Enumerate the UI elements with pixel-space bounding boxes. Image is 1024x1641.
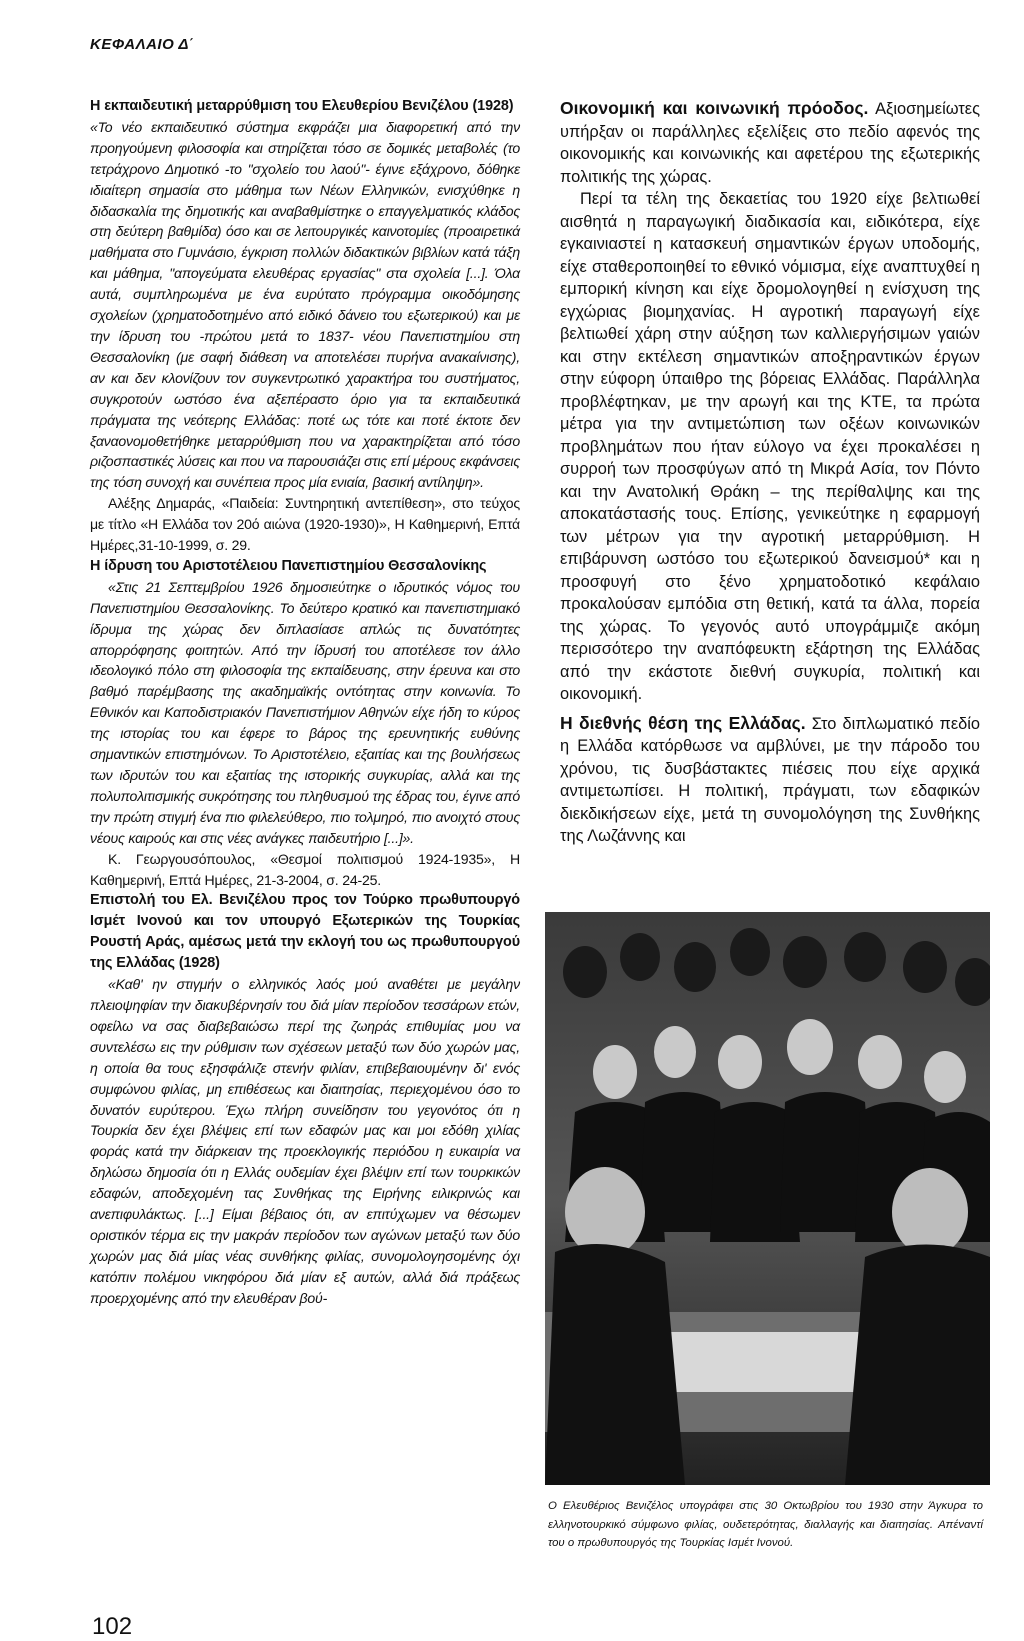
source-quote-georgousopoulos: «Στις 21 Σεπτεμβρίου 1926 δημοσιεύτηκε ο ιδρυτικός νόμος του Πανεπιστημίου Θεσσαλονίκης. Το δεύτερο κρατικό και πανεπιστημιακό ίδρυμα της χώρας δεν διπλασίασε απλώς τις δυνατότητες απορρόφησης φοιτητών. Από την ίδρυσή του αποτέλεσε τον άλλο ιδεολογικό πόλο στη φιλοσοφία της εκπαίδευσης, στην έρευνα και στο βαθμό παρέμβασης της ακαδημαϊκής οντότητας στην κοινωνία. Το Εθνικόν και Καποδιστριακόν Πανεπιστήμιον Αθηνών είχε ήδη το κύρος της ιστορίας του και έφερε το βάρος της ερευνητικής ευθύνης σημαντικών επιστημόνων. Το Αριστοτέλειο, εξαιτίας και της βουλήσεως των ιδρυτών του και εξαιτίας της ιστορικής συγκυρίας, αλλά και της πολυπολιτισμικής συκρότησης του πληθυσμού της έδρας του, έγινε από την πρώτη στιγμή ένα πιο φιλελεύθερο, πιο τολμηρό, πιο ανοιχτό στους νέους καιρούς και στις νέες ανάγκες παιδευτήριο [...]».	[90, 578, 520, 846]
source-heading-aristotle-university: Η ίδρυση του Αριστοτέλειου Πανεπιστημίου Θεσσαλονίκης	[90, 557, 487, 574]
sources-sidebar	[90, 96, 520, 1309]
paragraph-production: Περί τα τέλη της δεκαετίας του 1920 είχε βελτιωθεί αισθητά η παραγωγική διαδικασία και, ειδικότερα, είχε εγκαινιαστεί η κατασκευή σημαντικών έργων υποδομής, είχε σταθεροποιηθεί το εθνικό νόμισμα, είχε αναπτυχθεί η εμπορική κίνηση και είχε δρομολογηθεί η ενίσχυση της εγχώριας βιομηχανίας. Η αγροτική παραγωγή είχε βελτιωθεί χάρη στην αύξηση των καλλιεργήσιμων γαιών και στην εκτέλεση σημαντικών αποξηραντικών έργων στην εύφορη ύπαιθρο της βόρειας Ελλάδας. Παράλληλα προβλέφτηκαν, με την αρωγή και της ΚΤΕ, τα πρώτα μέτρα για την αντιμετώπιση των οξέων κοινωνικών προβλημάτων που ήταν εύλογο να έχει προκαλέσει η συρροή των προσφύγων από τη Μικρά Ασία, τον Πόντο και την Ανατολική Θράκη – της περίθαλψης και της αποκατάστασής τους. Επίσης, γενικεύτηκε η εφαρμογή των μέτρων για την αγροτική μεταρρύθμιση. Η επιβάρυνση ωστόσο του εξωτερικού δανεισμού* και η προσφυγή στο ξένο χρηματοδοτικό κεφάλαιο προκαλούσαν εμπόδια στη θετική, κατά τα άλλα, πορεία της χώρας. Το γεγονός αυτό υπογράμμιζε ακόμη περισσότερο την αναπόφευκτη εξάρτηση της Ελλάδας από την εκάστοτε διεθνή συγκυρία, πολιτική και οικονομική.	[560, 190, 980, 703]
source-heading-venizelos-letter: Επιστολή του Ελ. Βενιζέλου προς τον Τούρκο πρωθυπουργό Ισμέτ Ινονού και τον υπουργό Εξωτερικών της Τουρκίας Ρουστή Αράς, αμέσως μετά την εκλογή του ως πρωθυπουργού της Ελλάδας (1928)	[90, 892, 520, 972]
main-text	[560, 97, 980, 848]
section-heading-economic-progress: Οικονομική και κοινωνική πρόοδος.	[560, 98, 869, 118]
historic-photo-treaty-signing	[545, 912, 990, 1485]
paragraph-text: Αξιοσημείωτες υπήρξαν οι παράλληλες εξελίξεις στο πεδίο αφενός της οικονομικής και κοινωνικής και αφετέρου της εξωτερικής πολιτικής της χώρας.	[560, 100, 980, 186]
source-citation-georgousopoulos: Κ. Γεωργουσόπουλος, «Θεσμοί πολιτισμού 1924-1935», Η Καθημερινή, Επτά Ημέρες, 21-3-2004, σ. 24-25.	[90, 850, 520, 888]
source-quote-venizelos-letter: «Καθ' ην στιγμήν ο ελληνικός λαός μού αναθέτει με μεγάλην πλειοψηφίαν την διακυβέρνησίν του διά μίαν περίοδον τεσσάρων ετών, οφείλω να σας διαβεβαιώσω περί της ζωηράς επιθυμίας μου να συντελέσω εις την ρύθμισιν των σχέσεων μεταξύ των δύο χωρών μας, η οποία θα τους εξησφάλιζε στενήν φιλίαν, επιβεβαιουμένην δι' ενός συμφώνου φιλίας, μη επιθέσεως και διαιτησίας, περιεχομένου όσο το δυνατόν ευρύτερου. Έχω πλήρη συνείδησιν του γεγονότος ότι η Τουρκία δεν έχει βλέψεις επί των εδαφών μας και μοι εδόθη χιλίας φοράς κατά την διάρκειαν της προεκλογικής περιόδου η ευκαιρία να δηλώσω δημοσία ότι η Ελλάς ουδεμίαν έχει βλέψιν επί των τουρκικών εδαφών, αποδεχομένη τας Συνθήκας της Ειρήνης ειλικρινώς και ανεπιφυλάκτως. [...] Είμαι βέβαιος ότι, αν επιτύχωμεν να θέσωμεν οριστικόν τέρμα εις την μακράν περίοδον των αγώνων μεταξύ των δύο χωρών μας διά μίας νέας συνθήκης φιλίας, συνομολογησομένης όχι κατόπιν πολέμου νικηφόρου διά μίαν εξ αυτών, αλλά διά πράξεως προερχομένης από την ελευθέραν βού-	[90, 976, 520, 1306]
source-quote-dimaras: «Το νέο εκπαιδευτικό σύστημα εκφράζει μια διαφορετική από την προηγούμενη φιλοσοφία και στηρίζεται τόσο σε δομικές μεταβολές (το τετράχρονο Δημοτικό -το "σχολείο του λαού"- έγινε εξάχρονο, δόθηκε ιδιαίτερη σημασία στο μάθημα των Νέων Ελληνικών, ενισχύθηκε η διδασκαλία της δημοτικής και αναβαθμίστηκε ο επαγγελματικός κλάδος στη δεύτερη βαθμίδα) όσο και σε λειτουργικές καινοτομίες (προαιρετικά μαθήματα στο Γυμνάσιο, έγκριση πολλών διδακτικών βιβλίων κατά τάξη και μάθημα, "απογεύματα ελευθέρας εργασίας" στα σχολεία [...]. Όλα αυτά, συμπληρωμένα με ένα ευρύτατο πρόγραμμα οικοδόμησης σχολείων (χρηματοδοτημένο από ειδικό δάνειο του εξωτερικού) και με την ίδρυση του -πρώτου μετά το 1837- νέου Πανεπιστημίου στη Θεσσαλονίκη (με σαφή διάθεση να αποτελέσει πυρήνα ανακαίνισης), αν και δεν κλονίζουν τον συγκεντρωτικό χαρακτήρα του συστήματος, συγκροτούν ωστόσο ένα αξεπέραστο όριο για τα εκπαιδευτικά πράγματα της νεότερης Ελλάδας: ποτέ ως τότε και ποτέ έκτοτε δεν ξαναονομοθετήθηκε μεταρρύθμιση που να χαρακτηρίζεται από τόσο ριζοσπαστικές λύσεις και που να παρουσιάζει στις επί μέρους εκφάνσεις της τόση συνοχή και συνέπεια προς μία ενιαία, βασική αντίληψη».	[90, 118, 520, 491]
photo-caption: Ο Ελευθέριος Βενιζέλος υπογράφει στις 30 Οκτωβρίου του 1930 στην Άγκυρα το ελληνοτουρκικό σύμφωνο φιλίας, ουδετερότητας, διαλλαγής και διαιτησίας. Απέναντί του ο πρωθυπουργός της Τουρκίας Ισμέτ Ινονού.	[548, 1500, 983, 1549]
paragraph-international-position	[560, 712, 980, 848]
source-heading-education-reform: Η εκπαιδευτική μεταρρύθμιση του Ελευθερίου Βενιζέλου (1928)	[90, 98, 514, 114]
paragraph-text: Στο διπλωματικό πεδίο η Ελλάδα κατόρθωσε να αμβλύνει, με την πάροδο του χρόνου, τις δυσβάστακτες πιέσεις που είχε αρχικά αντιμετωπίσει. Η πολιτική, πράγματι, των εδαφικών διεκδικήσεων είχε, μετά τη συνομολόγηση της Συνθήκης της Λωζάννης και	[560, 714, 981, 845]
source-citation-dimaras: Αλέξης Δημαράς, «Παιδεία: Συντηρητική αντεπίθεση», στο τεύχος με τίτλο «Η Ελλάδα τον 20ό αιώνα (1920-1930)», Η Καθημερινή, Επτά Ημέρες,31-10-1999, σ. 29.	[90, 495, 520, 554]
chapter-header: ΚΕΦΑΛΑΙΟ Δ΄	[90, 36, 195, 53]
paragraph-economic-progress	[560, 97, 980, 188]
section-heading-international-position: Η διεθνής θέση της Ελλάδας.	[560, 712, 806, 733]
page-number: 102	[92, 1613, 133, 1640]
